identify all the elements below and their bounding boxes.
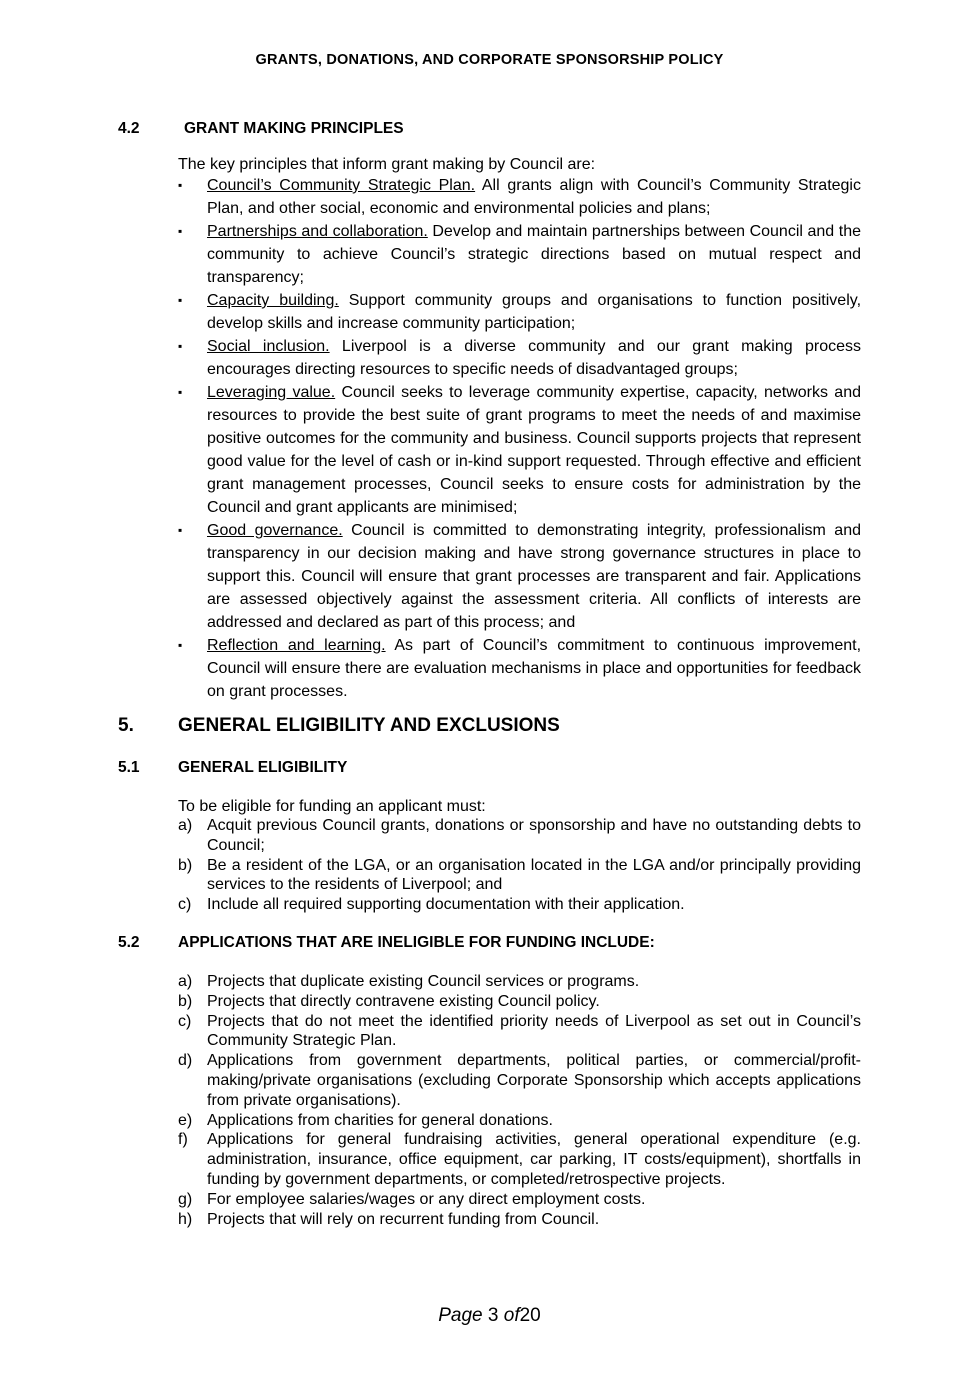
item-letter: e) [178, 1111, 193, 1129]
list-item [178, 1012, 861, 1052]
page-total: 20 [519, 1305, 541, 1326]
item-text: Applications for general fundraising activities, general operational expenditure (e.g. administration, insurance, office equipment, car parking, IT costs/equipment), shortfalls in funding by government departments, or completed/retrospective projects. [207, 1131, 861, 1188]
principle-item [178, 220, 861, 289]
item-letter: b) [178, 856, 193, 874]
ineligible-block [178, 972, 861, 1229]
principle-text: Council is committed to demonstrating integrity, professionalism and transparency in our decision making and have strong governance structures in place to support this. Council will ensure that grant processes are transparent and fair. Applications are assessed objectively against the assessment criteria. All conflicts of interests are addressed and declared as part of this process; and [207, 522, 861, 631]
section-title: GRANT MAKING PRINCIPLES [184, 120, 404, 137]
list-item [178, 1210, 861, 1230]
list-item [178, 1111, 861, 1131]
list-item [178, 816, 861, 856]
item-text: Be a resident of the LGA, or an organisation located in the LGA and/or principally providing services to the residents of Liverpool; and [207, 856, 861, 894]
list-item [178, 856, 861, 896]
item-text: Projects that directly contravene existing Council policy. [207, 992, 600, 1010]
list-item [178, 992, 861, 1012]
page-footer [0, 1305, 979, 1327]
item-letter: c) [178, 896, 192, 914]
principle-item [178, 289, 861, 335]
item-letter: d) [178, 1052, 193, 1070]
principle-text: All grants align with Council’s Community Strategic Plan, and other social, economic and environmental policies and plans; [207, 177, 861, 217]
principles-intro: The key principles that inform grant making by Council are: [178, 156, 596, 173]
section-title: GENERAL ELIGIBILITY [178, 759, 348, 776]
principle-lead: Partnerships and collaboration. [207, 223, 428, 240]
section-title: APPLICATIONS THAT ARE INELIGIBLE FOR FUNDING INCLUDE: [178, 934, 655, 951]
bullet-square-icon: ▪ [178, 638, 183, 652]
principle-text: Liverpool is a diverse community and our grant making process encourages directing resources to specific needs of disadvantaged groups; [207, 338, 862, 378]
bullet-square-icon: ▪ [178, 339, 183, 353]
item-letter: f) [178, 1131, 188, 1149]
eligibility-intro: To be eligible for funding an applicant must: [178, 798, 486, 815]
principle-text: Support community groups and organisations to function positively, develop skills and increase community participation; [207, 292, 862, 332]
item-text: Applications from charities for general donations. [207, 1111, 553, 1129]
principle-text: Develop and maintain partnerships between Council and the community to achieve Council’s strategic directions based on mutual respect and transparency; [207, 223, 861, 286]
item-letter: h) [178, 1210, 193, 1228]
item-letter: b) [178, 992, 193, 1010]
principles-block [178, 155, 861, 703]
principle-item [178, 634, 861, 703]
principle-lead: Council’s Community Strategic Plan. [207, 177, 476, 194]
principle-lead: Capacity building. [207, 292, 339, 309]
principle-text: Council seeks to leverage community expertise, capacity, networks and resources to provide the best suite of grant programs to meet the needs of and maximise positive outcomes for the community and business. Council supports projects that represent good value for the level of cash or in-kind support requested. Through effective and efficient grant management processes, Council seeks to ensure costs for administration by the Council and grant applicants are minimised; [207, 384, 861, 516]
of-word: of [503, 1305, 520, 1326]
list-item [178, 1051, 861, 1110]
running-header: GRANTS, DONATIONS, AND CORPORATE SPONSORSHIP POLICY [255, 52, 724, 68]
bullet-square-icon: ▪ [178, 178, 183, 192]
item-text: Projects that duplicate existing Council services or programs. [207, 973, 640, 990]
list-item [178, 1190, 861, 1210]
list-item [178, 895, 861, 915]
item-letter: a) [178, 817, 193, 834]
principle-lead: Social inclusion. [207, 338, 330, 355]
bullet-square-icon: ▪ [178, 523, 183, 537]
item-text: Projects that do not meet the identified priority needs of Liverpool as set out in Council’s Community Strategic Plan. [207, 1012, 861, 1050]
list-item [178, 972, 861, 992]
section-number: 5.1 [118, 759, 140, 776]
bullet-square-icon: ▪ [178, 385, 183, 399]
section-number: 4.2 [118, 120, 140, 137]
item-letter: c) [178, 1012, 192, 1030]
list-item [178, 1130, 861, 1189]
section-number: 5. [118, 715, 134, 736]
item-text: Acquit previous Council grants, donations or sponsorship and have no outstanding debts to Council; [207, 817, 861, 854]
item-text: Applications from government departments, political parties, or commercial/profit-making/private organisations (excluding Corporate Sponsorship which accepts applications from private organisations). [207, 1052, 861, 1109]
item-text: Include all required supporting documentation with their application. [207, 896, 685, 914]
section-number: 5.2 [118, 934, 140, 951]
principle-item [178, 174, 861, 220]
item-text: Projects that will rely on recurrent funding from Council. [207, 1210, 600, 1228]
principle-item [178, 335, 861, 381]
bullet-square-icon: ▪ [178, 293, 183, 307]
section-title: GENERAL ELIGIBILITY AND EXCLUSIONS [178, 715, 560, 736]
page-number: 3 [487, 1305, 499, 1326]
bullet-square-icon: ▪ [178, 224, 183, 238]
item-letter: a) [178, 973, 193, 990]
principle-item [178, 519, 861, 634]
principle-lead: Leveraging value. [207, 384, 336, 401]
principle-lead: Reflection and learning. [207, 637, 386, 654]
item-letter: g) [178, 1190, 193, 1208]
eligibility-block [178, 797, 861, 915]
principle-text: As part of Council’s commitment to continuous improvement, Council will ensure there are evaluation mechanisms in place and opportunities for feedback on grant processes. [207, 637, 862, 700]
principle-item [178, 381, 861, 519]
principles-list [178, 174, 861, 703]
principle-lead: Good governance. [207, 522, 343, 539]
item-text: For employee salaries/wages or any direct employment costs. [207, 1190, 646, 1208]
page-word: Page [438, 1305, 483, 1326]
eligibility-list [178, 816, 861, 915]
ineligible-list [178, 972, 861, 1229]
